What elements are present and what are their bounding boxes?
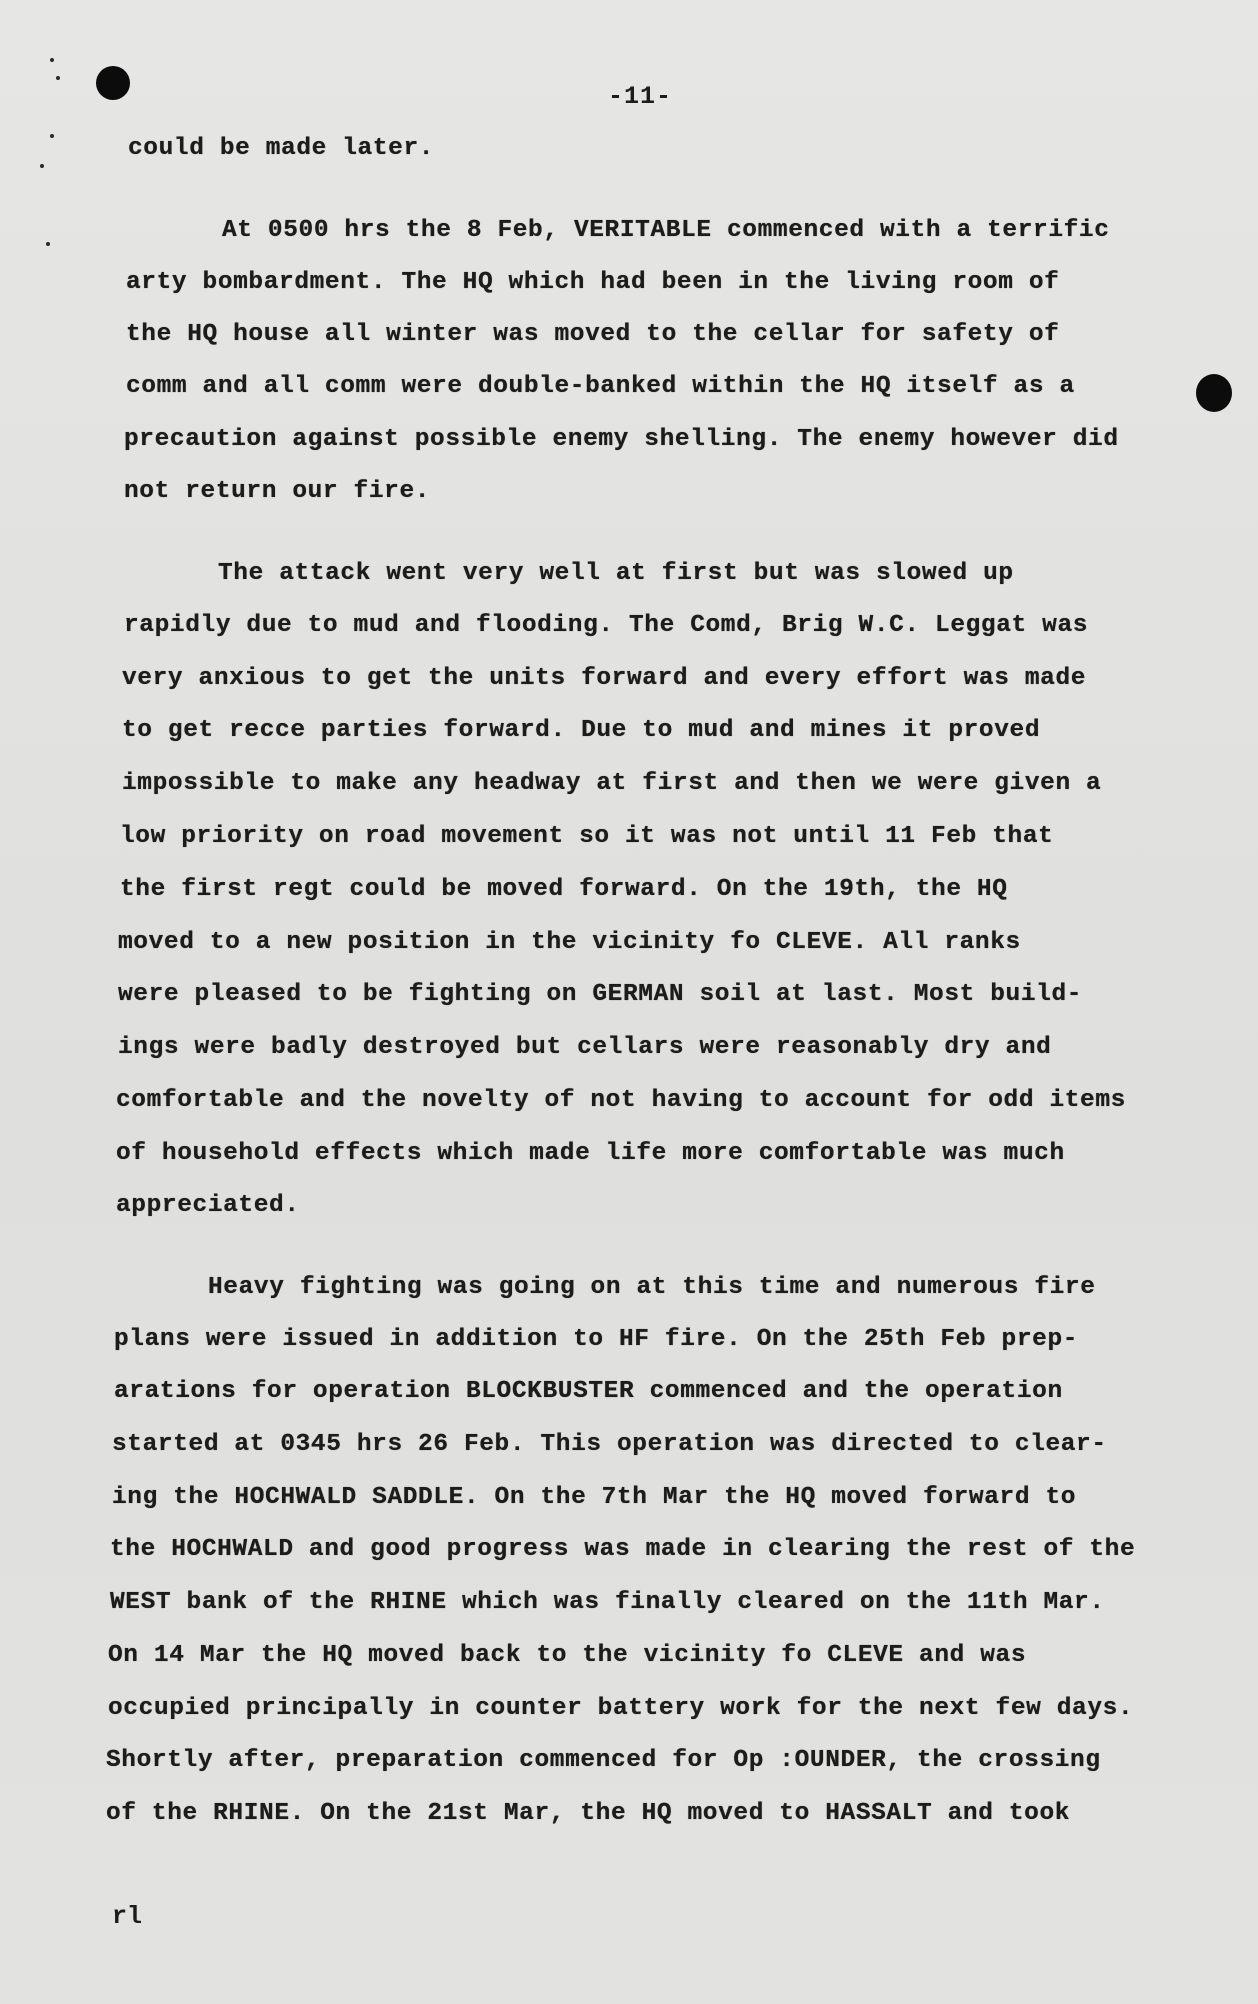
text-line: appreciated. — [116, 1192, 300, 1219]
text-line: impossible to make any headway at first and then we were given a — [122, 770, 1102, 797]
text-line: low priority on road movement so it was not until 11 Feb that — [120, 823, 1054, 850]
ink-speck — [50, 58, 54, 62]
text-line: WEST bank of the RHINE which was finally cleared on the 11th Mar. — [110, 1589, 1105, 1616]
typist-initials: rl — [112, 1902, 143, 1931]
text-line: the HQ house all winter was moved to the cellar for safety of — [126, 321, 1060, 348]
text-line: comfortable and the novelty of not having to account for odd items — [116, 1087, 1126, 1114]
text-line: could be made later. — [128, 135, 435, 162]
text-line: of household effects which made life more comfortable was much — [116, 1140, 1065, 1167]
text-line: arty bombardment. The HQ which had been in the living room of — [126, 269, 1060, 296]
page-number: -11- — [608, 82, 673, 111]
text-line: started at 0345 hrs 26 Feb. This operation was directed to clear- — [112, 1431, 1107, 1458]
punch-hole-left — [96, 66, 130, 100]
text-line: occupied principally in counter battery work for the next few days. — [108, 1695, 1134, 1722]
text-line: On 14 Mar the HQ moved back to the vicinity fo CLEVE and was — [108, 1642, 1027, 1669]
text-line: plans were issued in addition to HF fire. On the 25th Feb prep- — [114, 1326, 1079, 1353]
ink-speck — [40, 164, 44, 168]
text-line: of the RHINE. On the 21st Mar, the HQ moved to HASSALT and took — [106, 1800, 1071, 1827]
text-line: Heavy fighting was going on at this time and numerous fire — [208, 1274, 1096, 1301]
text-line: moved to a new position in the vicinity fo CLEVE. All ranks — [118, 929, 1021, 956]
text-line: the HOCHWALD and good progress was made in clearing the rest of the — [110, 1536, 1136, 1563]
text-line: The attack went very well at first but was slowed up — [218, 560, 1014, 587]
ink-speck — [46, 242, 50, 246]
ink-speck — [56, 76, 60, 80]
text-line: were pleased to be fighting on GERMAN soil at last. Most build- — [118, 981, 1083, 1008]
text-line: the first regt could be moved forward. On the 19th, the HQ — [120, 876, 1008, 903]
text-line: ing the HOCHWALD SADDLE. On the 7th Mar the HQ moved forward to — [112, 1484, 1077, 1511]
text-line: arations for operation BLOCKBUSTER commenced and the operation — [114, 1378, 1063, 1405]
ink-speck — [50, 134, 54, 138]
text-line: very anxious to get the units forward and every effort was made — [122, 665, 1087, 692]
text-line: Shortly after, preparation commenced for Op :OUNDER, the crossing — [106, 1747, 1101, 1774]
punch-hole-right — [1196, 374, 1232, 412]
text-line: not return our fire. — [124, 478, 431, 505]
text-line: ings were badly destroyed but cellars were reasonably dry and — [118, 1034, 1052, 1061]
text-line: precaution against possible enemy shelling. The enemy however did — [124, 426, 1119, 453]
text-line: comm and all comm were double-banked within the HQ itself as a — [126, 373, 1075, 400]
text-line: to get recce parties forward. Due to mud and mines it proved — [122, 717, 1041, 744]
text-line: rapidly due to mud and flooding. The Comd, Brig W.C. Leggat was — [124, 612, 1089, 639]
text-line: At 0500 hrs the 8 Feb, VERITABLE commenced with a terrific — [222, 217, 1110, 244]
